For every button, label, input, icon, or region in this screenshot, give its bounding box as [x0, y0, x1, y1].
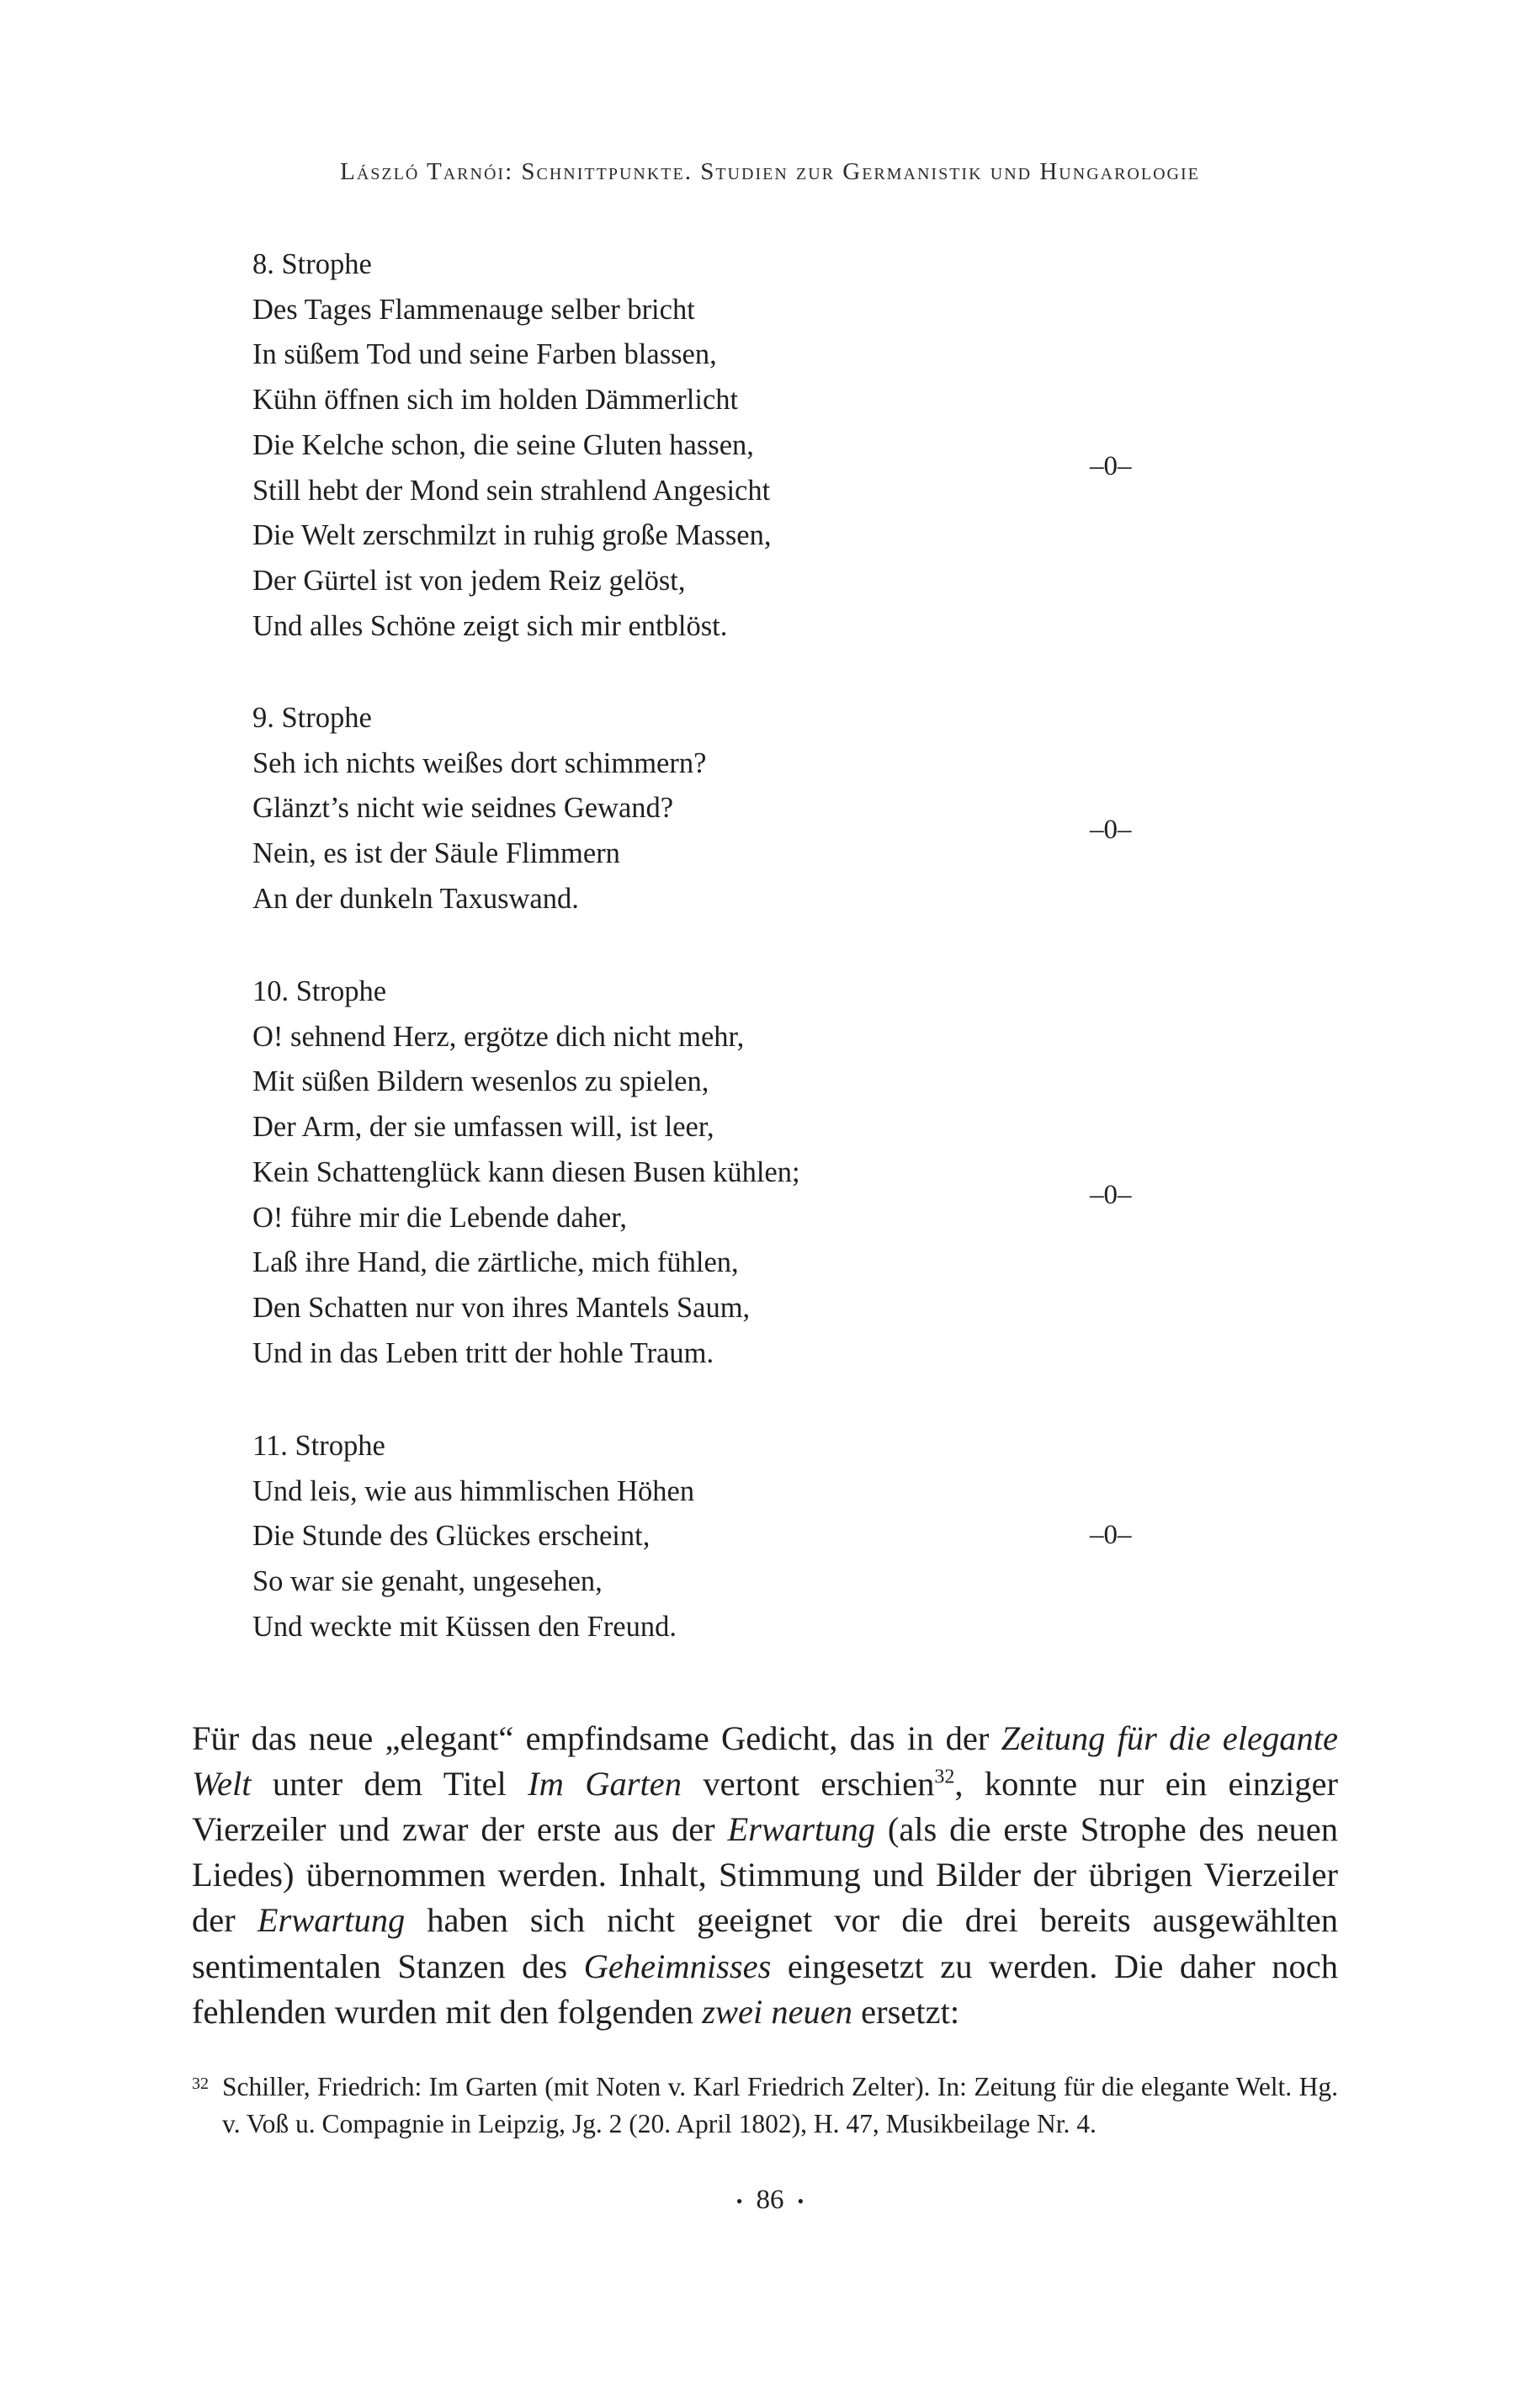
verse-line: Der Gürtel ist von jedem Reiz gelöst, — [252, 564, 686, 597]
footnote — [192, 2069, 1338, 2143]
verse-line: Kühn öffnen sich im holden Dämmerlicht — [252, 384, 739, 417]
italic-title: Erwartung — [257, 1901, 406, 1940]
body-paragraph — [192, 1716, 1338, 2035]
verse-line: Seh ich nichts weißes dort schimmern? — [252, 746, 707, 779]
stanza-8 — [252, 242, 1346, 649]
footnote-reference[interactable]: 32 — [934, 1766, 955, 1788]
verse-line: In süßem Tod und seine Farben blassen, — [252, 338, 717, 371]
paragraph-text: , konnte nur ein einziger Vierzeiler und zwar der erste aus der — [192, 1764, 1338, 1848]
paragraph-text: ersetzt: — [852, 1992, 960, 2031]
paragraph-text: haben sich nicht geeignet vor die drei bereits ausgewählten sentimentalen Stanzen des — [192, 1901, 1338, 1985]
verse-line: Der Arm, der sie umfassen will, ist leer, — [252, 1111, 714, 1144]
verse-line: An der dunkeln Taxuswand. — [252, 882, 579, 915]
verse-line: Mit süßen Bildern wesenlos zu spielen, — [252, 1065, 709, 1098]
verse-line: Nein, es ist der Säule Flimmern — [252, 837, 620, 870]
italic-title: Erwartung — [727, 1809, 876, 1848]
italic-title: Im Garten — [528, 1764, 682, 1803]
verse-line: O! führe mir die Lebende daher, — [252, 1201, 627, 1234]
verse-line: Den Schatten nur von ihres Mantels Saum, — [252, 1291, 751, 1324]
italic-title: Geheimnisses — [583, 1947, 772, 1985]
paragraph-text: eingesetzt zu werden. Die daher noch fehlenden wurden mit den folgenden — [192, 1947, 1338, 2031]
italic-emphasis: zwei neuen — [702, 1992, 853, 2031]
footnote-text: Schiller, Friedrich: Im Garten (mit Noten v. Karl Friedrich Zelter). In: Zeitung für die elegante Welt. Hg. v. Voß u. Compagnie in Leipzig, Jg. 2 (20. April 1802), H. 47, Musikbeilage Nr. 4. — [222, 2072, 1338, 2138]
verse-line: Und leis, wie aus himmlischen Höhen — [252, 1474, 695, 1507]
stanza-marker: –0– — [1090, 1180, 1132, 1210]
page-number: 86 — [756, 2185, 784, 2215]
bullet-ornament-icon: • — [797, 2191, 805, 2212]
stanza-heading: 8. Strophe — [252, 248, 372, 280]
page-number-footer — [0, 2185, 1540, 2216]
verse-line: Die Stunde des Glückes erscheint, — [252, 1520, 651, 1553]
stanza-marker: –0– — [1090, 815, 1132, 845]
stanza-marker: –0– — [1090, 1520, 1132, 1550]
verse-line: Und in das Leben tritt der hohle Traum. — [252, 1336, 714, 1369]
stanza-heading: 11. Strophe — [252, 1430, 385, 1462]
paragraph-text: Für das neue „elegant“ empfindsame Gedicht, das in der — [192, 1718, 1001, 1757]
verse-line: So war sie genaht, ungesehen, — [252, 1565, 603, 1598]
stanza-marker: –0– — [1090, 451, 1132, 481]
italic-title: Zeitung für die elegante Welt — [192, 1718, 1338, 1803]
running-head: László Tarnói: Schnittpunkte. Studien zur Germanistik und Hungarologie — [340, 158, 1200, 185]
verse-line: Des Tages Flammenauge selber bricht — [252, 293, 695, 326]
bullet-ornament-icon: • — [735, 2191, 743, 2212]
verse-line: Kein Schattenglück kann diesen Busen kühlen; — [252, 1155, 800, 1188]
footnote-number: 32 — [192, 2074, 209, 2093]
stanza-heading: 9. Strophe — [252, 702, 372, 734]
stanza-heading: 10. Strophe — [252, 975, 387, 1007]
verse-line: Glänzt’s nicht wie seidnes Gewand? — [252, 792, 674, 825]
verse-line: Und alles Schöne zeigt sich mir entblöst. — [252, 609, 728, 642]
verse-line: Die Kelche schon, die seine Gluten hassen, — [252, 428, 754, 461]
paragraph-text: unter dem Titel — [251, 1764, 528, 1803]
stanza-9 — [252, 696, 1346, 922]
verse-line: Still hebt der Mond sein strahlend Angesicht — [252, 474, 771, 507]
stanza-10 — [252, 969, 1346, 1376]
verse-line: Laß ihre Hand, die zärtliche, mich fühlen, — [252, 1246, 739, 1279]
verse-line: O! sehnend Herz, ergötze dich nicht mehr, — [252, 1020, 745, 1053]
paragraph-text: (als die erste Strophe des neuen Liedes) übernommen werden. Inhalt, Stimmung und Bilder der übrigen Vierzeiler der — [192, 1809, 1339, 1940]
verse-line: Die Welt zerschmilzt in ruhig große Massen, — [252, 519, 772, 552]
paragraph-text: vertont erschien — [682, 1764, 935, 1803]
verse-line: Und weckte mit Küssen den Freund. — [252, 1610, 677, 1643]
stanza-11 — [252, 1424, 1346, 1650]
